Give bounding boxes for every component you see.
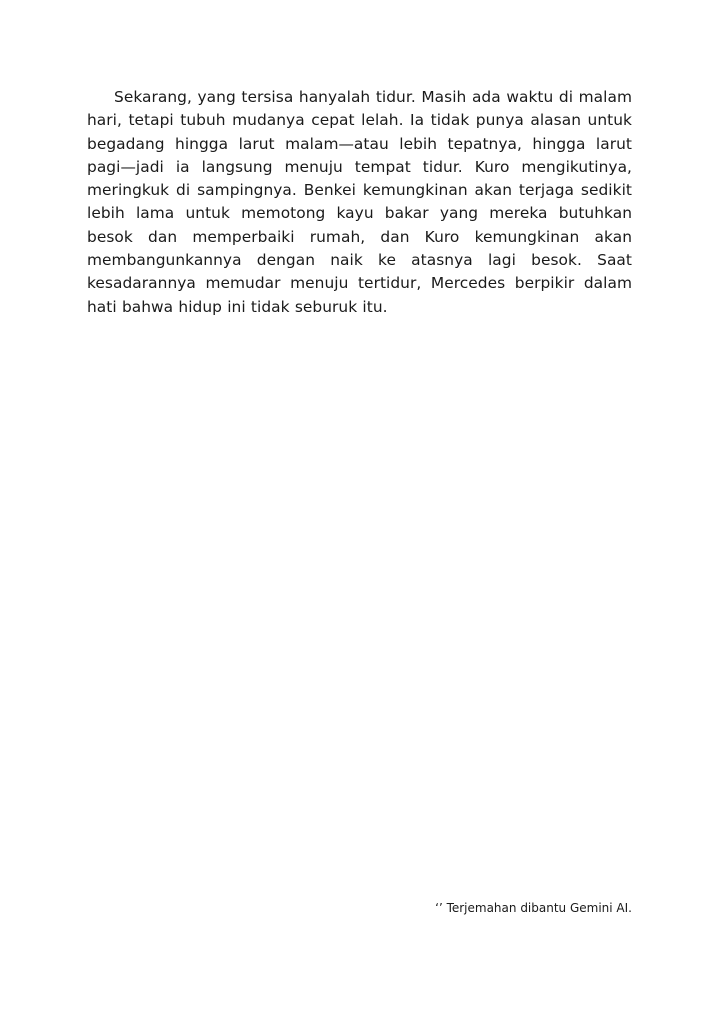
- body-paragraph: Sekarang, yang tersisa hanyalah tidur. Masih ada waktu di malam hari, tetapi tubuh mudanya cepat lelah. Ia tidak punya alasan untuk begadang hingga larut malam—atau lebih tepatnya, hingga larut pagi—jadi ia langsung menuju tempat tidur. Kuro mengikutinya, meringkuk di sampingnya. Benkei kemungkinan akan terjaga sedikit lebih lama untuk memotong kayu bakar yang mereka butuhkan besok dan memperbaiki rumah, dan Kuro kemungkinan akan membangunkannya dengan naik ke atasnya lagi besok. Saat kesadarannya memudar menuju tertidur, Mercedes berpikir dalam hati bahwa hidup ini tidak seburuk itu.: [87, 88, 632, 316]
- translation-credit-footnote: ‘’ Terjemahan dibantu Gemini AI.: [435, 901, 632, 915]
